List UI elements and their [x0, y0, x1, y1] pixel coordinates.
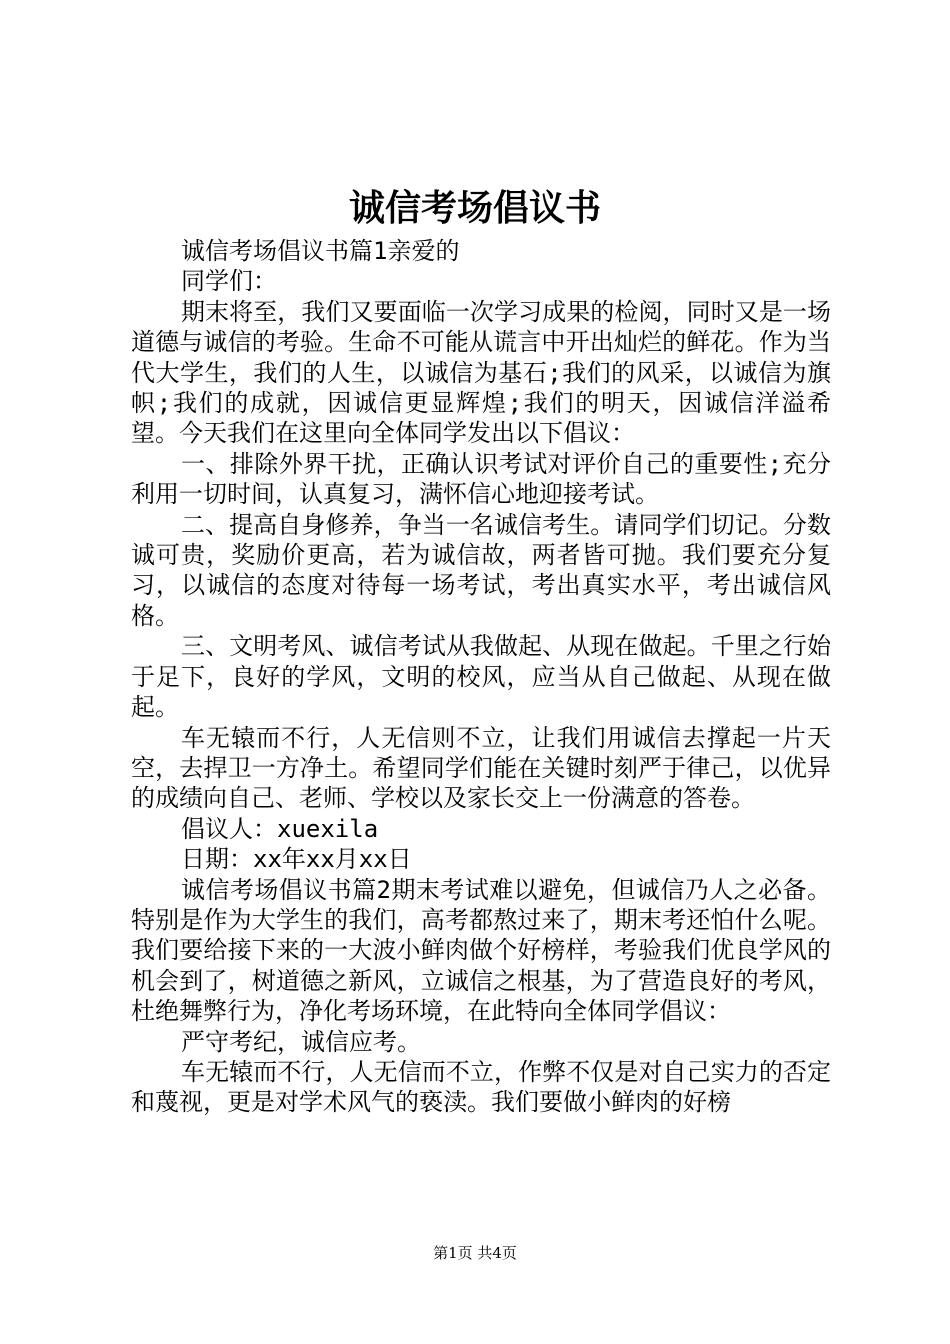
paragraph: 车无辕而不行，人无信则不立，让我们用诚信去撑起一片天空，去捍卫一方净土。希望同学们能在关键时刻严于律己，以优异的成绩向自己、老师、学校以及家长交上一份满意的答卷。 — [131, 723, 831, 813]
paragraph: 倡议人：xuexila — [181, 814, 379, 843]
paragraph: 日期：xx年xx月xx日 — [181, 845, 412, 874]
page-footer: 第1页 共4页 — [433, 1244, 517, 1262]
paragraph: 三、文明考风、诚信考试从我做起、从现在做起。千里之行始于足下，良好的学风，文明的校风，应当从自己做起、从现在做起。 — [131, 632, 831, 722]
paragraph: 同学们： — [181, 267, 277, 296]
paragraph: 诚信考场倡议书篇2期末考试难以避免，但诚信乃人之必备。特别是作为大学生的我们，高考都熬过来了，期末考还怕什么呢。我们要给接下来的一大波小鲜肉做个好榜样，考验我们优良学风的机会到了，树道德之新风，立诚信之根基，为了营造良好的考风，杜绝舞弊行为，净化考场环境，在此特向全体同学倡议： — [131, 875, 831, 1026]
paragraph: 诚信考场倡议书篇1亲爱的 — [181, 237, 460, 265]
document-body — [131, 236, 831, 1118]
paragraph: 一、排除外界干扰，正确认识考试对评价自己的重要性;充分利用一切时间，认真复习，满怀信心地迎接考试。 — [131, 449, 831, 509]
paragraph: 车无辕而不行，人无信而不立，作弊不仅是对自己实力的否定和蔑视，更是对学术风气的亵渎。我们要做小鲜肉的好榜 — [131, 1057, 831, 1117]
document-title: 诚信考场倡议书 — [348, 187, 601, 229]
paragraph: 期末将至，我们又要面临一次学习成果的检阅，同时又是一场道德与诚信的考验。生命不可能从谎言中开出灿烂的鲜花。作为当代大学生，我们的人生，以诚信为基石;我们的风采，以诚信为旗帜;我们的成就，因诚信更显辉煌;我们的明天，因诚信洋溢希望。今天我们在这里向全体同学发出以下倡议： — [131, 297, 831, 448]
paragraph: 严守考纪，诚信应考。 — [181, 1027, 421, 1056]
paragraph: 二、提高自身修养，争当一名诚信考生。请同学们切记。分数诚可贵，奖励价更高，若为诚信故，两者皆可抛。我们要充分复习，以诚信的态度对待每一场考试，考出真实水平，考出诚信风格。 — [131, 510, 831, 630]
